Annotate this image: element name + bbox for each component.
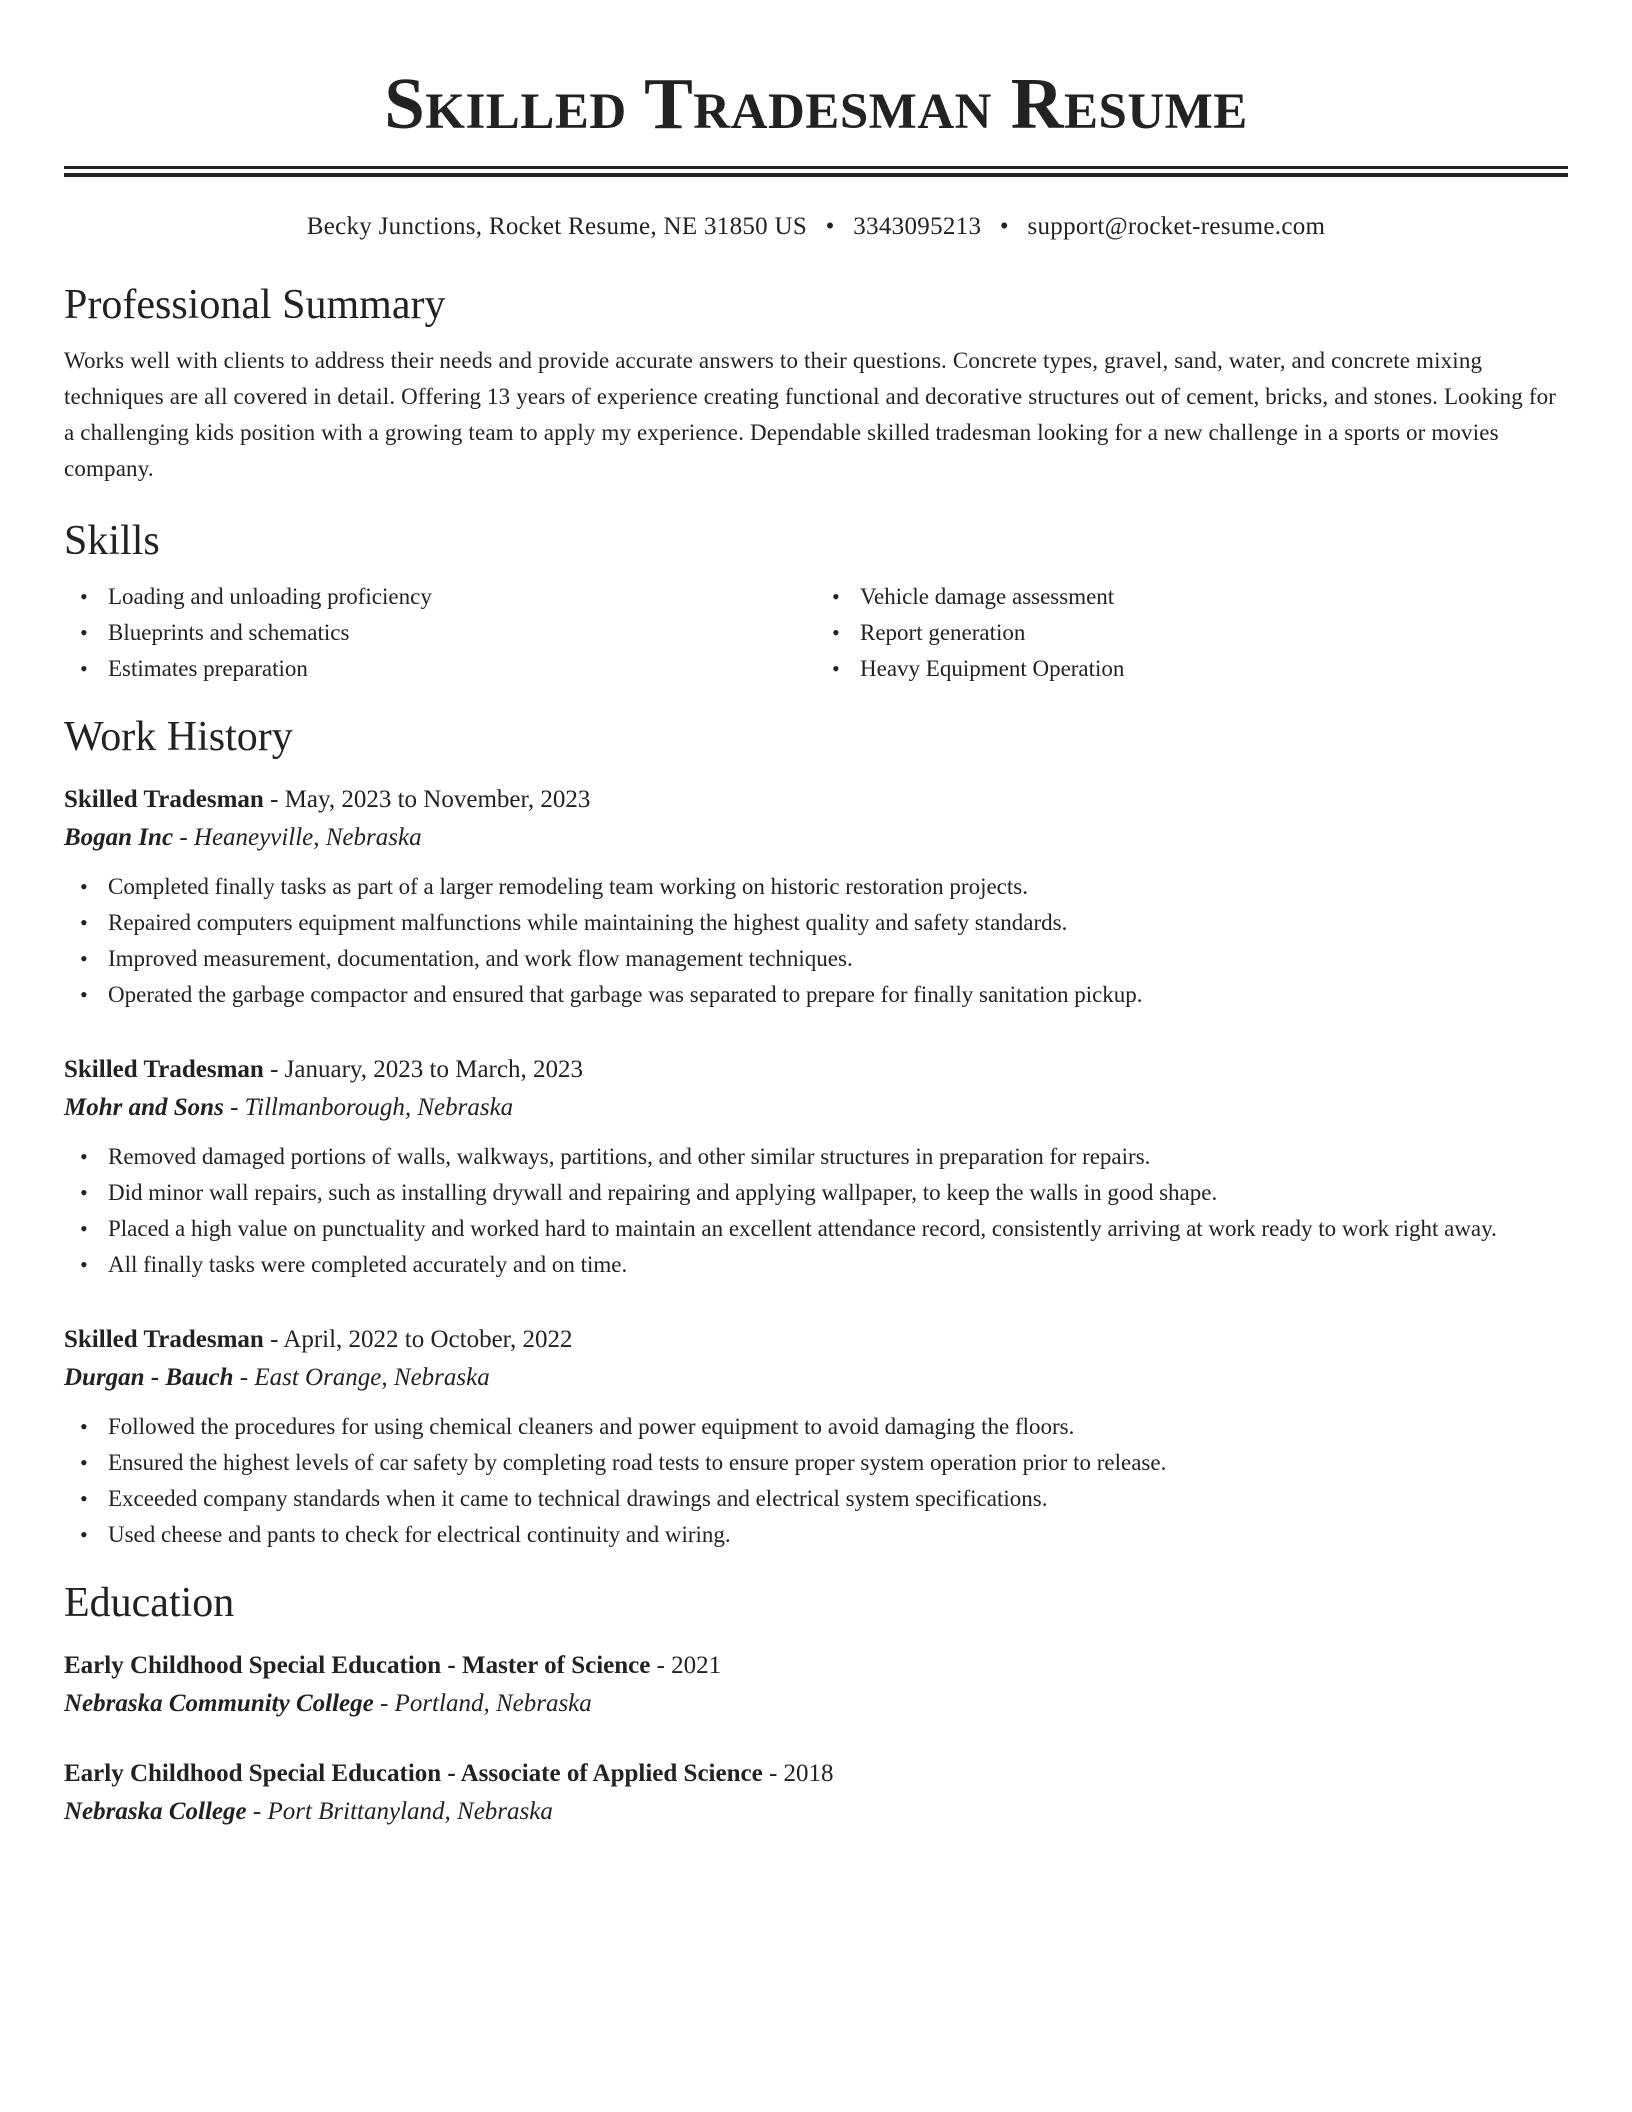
skills-columns — [64, 579, 1568, 687]
job-bullet: • Used cheese and pants to check for electrical continuity and wiring. — [108, 1517, 1568, 1553]
job-dates: - April, 2022 to October, 2022 — [263, 1326, 573, 1353]
company-line — [64, 819, 1568, 857]
school-name: Nebraska College — [64, 1798, 247, 1825]
company-line — [64, 1359, 1568, 1397]
job-bullet: • Improved measurement, documentation, and work flow management techniques. — [108, 941, 1568, 977]
contact-email: support@rocket-resume.com — [1027, 213, 1326, 240]
degree-name: Early Childhood Special Education - Master of Science — [64, 1652, 651, 1679]
company-location: - Heaneyville, Nebraska — [173, 824, 422, 851]
degree-year: - 2018 — [762, 1760, 834, 1787]
job-bullets — [64, 869, 1568, 1013]
job-entry — [64, 1321, 1568, 1553]
skill-item: • Report generation — [860, 615, 1568, 651]
title-double-rule — [64, 166, 1568, 177]
contact-separator: • — [999, 213, 1009, 240]
skill-item: • Vehicle damage assessment — [860, 579, 1568, 615]
job-entry — [64, 781, 1568, 1013]
job-bullet: • Ensured the highest levels of car safety by completing road tests to ensure proper system operation prior to release. — [108, 1445, 1568, 1481]
job-bullet: • Completed finally tasks as part of a larger remodeling team working on historic restoration projects. — [108, 869, 1568, 905]
company-name: Mohr and Sons — [64, 1094, 224, 1121]
school-line — [64, 1685, 1568, 1723]
contact-address: Becky Junctions, Rocket Resume, NE 31850 US — [306, 213, 808, 240]
school-name: Nebraska Community College — [64, 1690, 374, 1717]
summary-heading: Professional Summary — [64, 282, 446, 328]
education-entry — [64, 1647, 1568, 1723]
company-location: - Tillmanborough, Nebraska — [223, 1094, 514, 1121]
job-bullet: • Placed a high value on punctuality and worked hard to maintain an excellent attendance record, consistently arriving at work ready to work right away. — [108, 1211, 1568, 1247]
skills-left-column — [64, 579, 816, 687]
job-title-line — [64, 1321, 1568, 1359]
company-location: - East Orange, Nebraska — [233, 1364, 490, 1391]
contact-separator: • — [825, 213, 835, 240]
job-bullets — [64, 1139, 1568, 1283]
degree-year: - 2021 — [650, 1652, 722, 1679]
contact-phone: 3343095213 — [853, 213, 982, 240]
job-dates: - January, 2023 to March, 2023 — [263, 1056, 583, 1083]
skill-item: • Blueprints and schematics — [108, 615, 816, 651]
job-bullet: • All finally tasks were completed accurately and on time. — [108, 1247, 1568, 1283]
job-bullet: • Repaired computers equipment malfunctions while maintaining the highest quality and safety standards. — [108, 905, 1568, 941]
education-heading: Education — [64, 1580, 235, 1626]
job-bullets — [64, 1409, 1568, 1553]
job-bullet: • Operated the garbage compactor and ensured that garbage was separated to prepare for finally sanitation pickup. — [108, 977, 1568, 1013]
job-bullet: • Removed damaged portions of walls, walkways, partitions, and other similar structures in preparation for repairs. — [108, 1139, 1568, 1175]
skills-heading: Skills — [64, 518, 160, 564]
job-dates: - May, 2023 to November, 2023 — [263, 786, 591, 813]
degree-line — [64, 1647, 1568, 1685]
job-entry — [64, 1051, 1568, 1283]
skill-item: • Heavy Equipment Operation — [860, 651, 1568, 687]
school-location: - Port Brittanyland, Nebraska — [246, 1798, 553, 1825]
education-entry — [64, 1755, 1568, 1831]
job-bullet: • Followed the procedures for using chemical cleaners and power equipment to avoid damaging the floors. — [108, 1409, 1568, 1445]
skills-right-column — [816, 579, 1568, 687]
work-history-heading: Work History — [64, 714, 293, 760]
job-bullet: • Exceeded company standards when it came to technical drawings and electrical system specifications. — [108, 1481, 1568, 1517]
job-title: Skilled Tradesman — [64, 1056, 264, 1083]
resume-title: Skilled Tradesman Resume — [384, 63, 1248, 144]
degree-name: Early Childhood Special Education - Associate of Applied Science — [64, 1760, 763, 1787]
job-bullet: • Did minor wall repairs, such as installing drywall and repairing and applying wallpaper, to keep the walls in good shape. — [108, 1175, 1568, 1211]
skill-item: • Estimates preparation — [108, 651, 816, 687]
summary-text: Works well with clients to address their needs and provide accurate answers to their questions. Concrete types, gravel, sand, water, and concrete mixing techniques are all covered in detail. Offering 13 years of experience creating functional and decorative structures out of cement, bricks, and stones. Looking for a challenging kids position with a growing team to apply my experience. Dependable skilled tradesman looking for a new challenge in a sports or movies company. — [64, 348, 1557, 481]
job-title-line — [64, 781, 1568, 819]
skill-item: • Loading and unloading proficiency — [108, 579, 816, 615]
company-line — [64, 1089, 1568, 1127]
contact-line — [64, 211, 1568, 243]
degree-line — [64, 1755, 1568, 1793]
school-line — [64, 1793, 1568, 1831]
company-name: Bogan Inc — [64, 824, 174, 851]
school-location: - Portland, Nebraska — [373, 1690, 592, 1717]
job-title: Skilled Tradesman — [64, 1326, 264, 1353]
job-title-line — [64, 1051, 1568, 1089]
job-title: Skilled Tradesman — [64, 786, 264, 813]
company-name: Durgan - Bauch — [64, 1364, 234, 1391]
